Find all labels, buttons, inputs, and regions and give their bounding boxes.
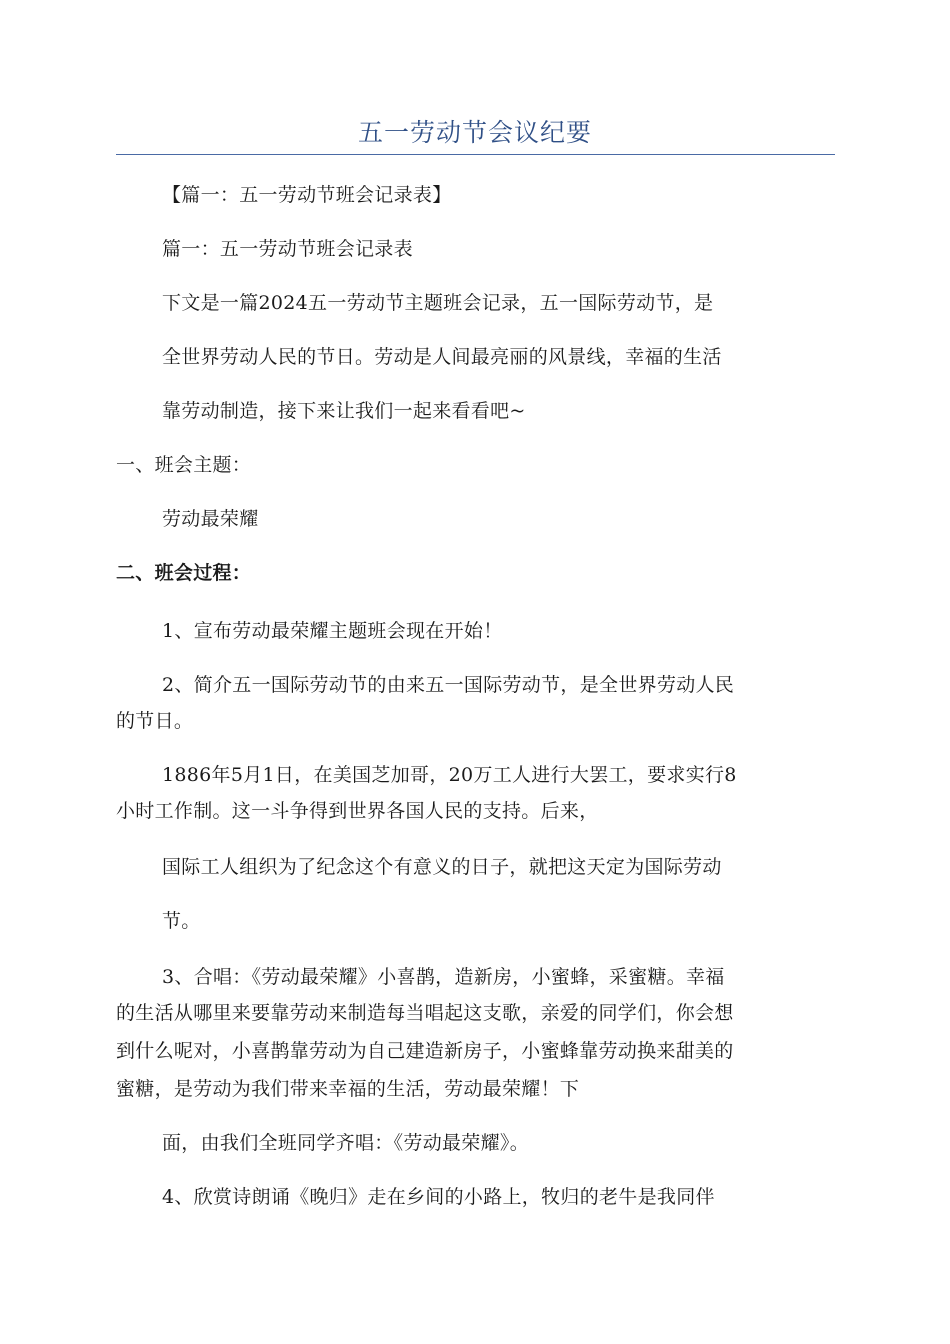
paragraph-line: 国际工人组织为了纪念这个有意义的日子，就把这天定为国际劳动 (162, 856, 722, 878)
paragraph-line: 劳动最荣耀 (162, 508, 259, 530)
paragraph-line: 下文是一篇2024五一劳动节主题班会记录，五一国际劳动节，是 (162, 292, 714, 314)
paragraph-line: 面，由我们全班同学齐唱：《劳动最荣耀》。 (162, 1132, 530, 1154)
section-heading-1: 【篇一：五一劳动节班会记录表】 (162, 184, 452, 206)
subheading-process: 二、班会过程： (116, 562, 252, 584)
paragraph-line: 1886年5月1日，在美国芝加哥，20万工人进行大罢工，要求实行8 (162, 764, 737, 786)
paragraph-line: 3、合唱：《劳动最荣耀》小喜鹊，造新房，小蜜蜂，采蜜糖。幸福 (162, 966, 725, 988)
title-underline (116, 154, 835, 155)
subheading-theme: 一、班会主题： (116, 454, 252, 476)
paragraph-line: 到什么呢对，小喜鹊靠劳动为自己建造新房子，小蜜蜂靠劳动换来甜美的 (116, 1040, 734, 1062)
paragraph-line: 蜜糖，是劳动为我们带来幸福的生活，劳动最荣耀！下 (116, 1078, 580, 1100)
paragraph-line: 1、宣布劳动最荣耀主题班会现在开始！ (162, 620, 503, 642)
paragraph-line: 节。 (162, 910, 201, 932)
paragraph-line: 靠劳动制造，接下来让我们一起来看看吧~ (162, 400, 526, 422)
paragraph-line: 2、简介五一国际劳动节的由来五一国际劳动节，是全世界劳动人民 (162, 674, 735, 696)
paragraph-line: 4、欣赏诗朗诵《晚归》走在乡间的小路上，牧归的老牛是我同伴 (162, 1186, 715, 1208)
paragraph-line: 的节日。 (116, 710, 194, 732)
document-title: 五一劳动节会议纪要 (357, 118, 592, 147)
paragraph-line: 全世界劳动人民的节日。劳动是人间最亮丽的风景线，幸福的生活 (162, 346, 722, 368)
paragraph-line: 篇一：五一劳动节班会记录表 (162, 238, 413, 260)
paragraph-line: 小时工作制。这一斗争得到世界各国人民的支持。后来， (116, 800, 599, 822)
paragraph-line: 的生活从哪里来要靠劳动来制造每当唱起这支歌，亲爱的同学们，你会想 (116, 1002, 734, 1024)
